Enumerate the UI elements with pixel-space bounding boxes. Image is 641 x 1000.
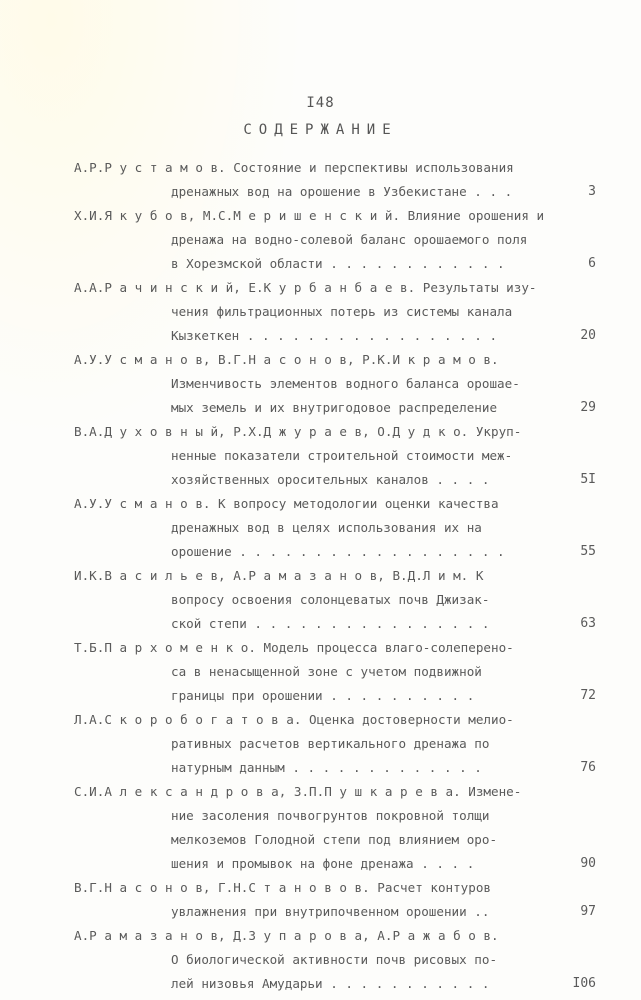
toc-line-text: ской степи . . . . . . . . . . . . . . . . [171,616,490,631]
toc-line-authors: Х.И.Я к у б о в, М.С.М е р и ш е н с к и й. Влияние орошения и [74,208,545,223]
toc-line [74,324,604,348]
toc-line-authors: А.Р.Р у с т а м о в. Состояние и перспективы использования [74,160,514,175]
toc-line-authors: В.А.Д у х о в н ы й, Р.Х.Д ж у р а е в, О.Д у д к о. Укруп- [74,424,522,439]
toc-line [74,756,604,780]
toc-line-text: шения и промывок на фоне дренажа . . . . [171,856,475,871]
toc-entry [74,204,604,276]
toc-line-text: дренажных вод на орошение в Узбекистане . . . [171,184,513,199]
toc-line-authors: А.А.Р а ч и н с к и й, Е.К у р б а н б а е в. Результаты изу- [74,280,537,295]
toc-page-number: 20 [580,328,596,343]
page-title: СОДЕРЖАНИЕ [243,122,398,138]
toc-entry [74,780,604,876]
toc-page-number: I06 [572,976,596,991]
toc-page-number: 3 [588,184,596,199]
toc-page-number: 97 [580,904,596,919]
toc-entry [74,420,604,492]
toc-entry [74,564,604,636]
toc-line: ние засоления почвогрунтов покровной толщи [171,808,490,823]
toc-entry [74,708,604,780]
toc-line [74,468,604,492]
toc-line [74,180,604,204]
toc-line-text: хозяйственных оросительных каналов . . . . [171,472,490,487]
table-of-contents [74,156,604,996]
toc-line-authors: Т.Б.П а р х о м е н к о. Модель процесса влаго-солеперено- [74,640,514,655]
toc-line [74,612,604,636]
toc-line-text: увлажнения при внутрипочвенном орошении .. [171,904,490,919]
toc-entry [74,156,604,204]
toc-line: ративных расчетов вертикального дренажа по [171,736,490,751]
toc-page-number: 55 [580,544,596,559]
toc-line: О биологической активности почв рисовых по- [171,952,498,967]
toc-line-authors: С.И.А л е к с а н д р о в а, З.П.П у ш к а р е в а. Измене- [74,784,522,799]
toc-line: ненные показатели строительной стоимости меж- [171,448,513,463]
toc-page-number: 76 [580,760,596,775]
toc-line-authors: И.К.В а с и л ь е в, А.Р а м а з а н о в, В.Д.Л и м. К [74,568,484,583]
toc-line-text: орошение . . . . . . . . . . . . . . . . . . [171,544,505,559]
toc-line [74,900,604,924]
toc-line-authors: Л.А.С к о р о б о г а т о в а. Оценка достоверности мелио- [74,712,514,727]
toc-line [74,252,604,276]
toc-line-text: натурным данным . . . . . . . . . . . . . [171,760,482,775]
toc-line: вопросу освоения солонцеватых почв Джизак- [171,592,490,607]
toc-page-number: 5I [580,472,596,487]
toc-entry [74,876,604,924]
toc-line: чения фильтрационных потерь из системы канала [171,304,513,319]
toc-line: Изменчивость элементов водного баланса орошае- [171,376,520,391]
toc-line-text: границы при орошении . . . . . . . . . . [171,688,475,703]
toc-line [74,396,604,420]
toc-line-text: лей низовья Амударьи . . . . . . . . . . . [171,976,490,991]
toc-page-number: 6 [588,256,596,271]
toc-page-number: 72 [580,688,596,703]
toc-page-number: 90 [580,856,596,871]
toc-line-text: мых земель и их внутригодовое распределение [171,400,498,415]
toc-line-text: в Хорезмской области . . . . . . . . . . . . [171,256,505,271]
toc-line: са в ненасыщенной зоне с учетом подвижной [171,664,482,679]
toc-line-authors: А.Р а м а з а н о в, Д.З у п а р о в а, А.Р а ж а б о в. [74,928,499,943]
toc-line [74,852,604,876]
toc-line [74,540,604,564]
toc-line: мелкоземов Голодной степи под влиянием оро- [171,832,498,847]
toc-line: дренажа на водно-солевой баланс орошаемого поля [171,232,528,247]
toc-line-authors: А.У.У с м а н о в. К вопросу методологии оценки качества [74,496,499,511]
toc-line-authors: В.Г.Н а с о н о в, Г.Н.С т а н о в о в. Расчет контуров [74,880,492,895]
toc-line [74,684,604,708]
toc-page-number: 29 [580,400,596,415]
toc-entry [74,492,604,564]
toc-line-authors: А.У.У с м а н о в, В.Г.Н а с о н о в, Р.К.И к р а м о в. [74,352,499,367]
toc-line-text: Кызкеткен . . . . . . . . . . . . . . . . . [171,328,498,343]
page-number: I48 [306,95,335,111]
toc-line [74,972,604,996]
toc-entry [74,276,604,348]
toc-line: дренажных вод в целях использования их на [171,520,482,535]
toc-page-number: 63 [580,616,596,631]
toc-entry [74,924,604,996]
toc-entry [74,348,604,420]
toc-entry [74,636,604,708]
